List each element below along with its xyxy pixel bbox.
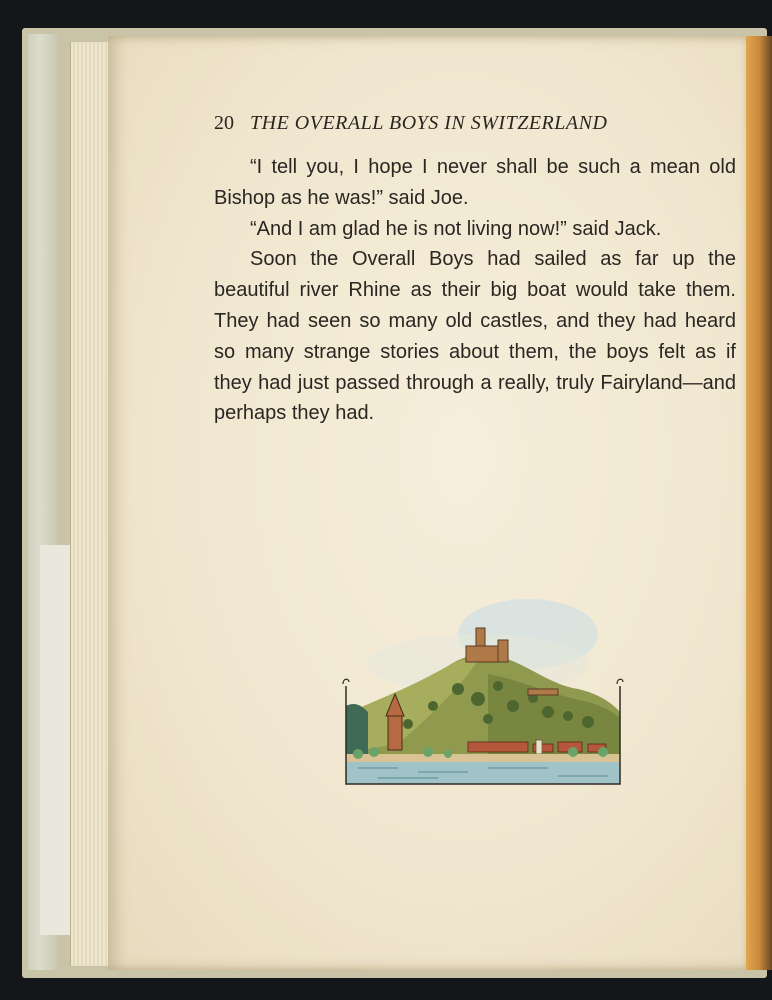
paragraph: Soon the Overall Boys had sailed as far up the beautiful river Rhine as their big boat would take them. They had seen so many old castles, and they had heard so many strange stories about them, the boys felt as if they had just passed through a really, truly Fairyland—and perhaps they had. — [214, 248, 736, 425]
cover-inner-strip — [40, 545, 70, 935]
body-text — [214, 152, 736, 429]
running-title: THE OVERALL BOYS IN SWITZERLAND — [250, 112, 608, 134]
paragraph: “And I am glad he is not living now!” said Jack. — [250, 217, 662, 240]
running-header — [214, 112, 734, 142]
paragraph: “I tell you, I hope I never shall be such a mean old Bishop as he was!” said Joe. — [214, 156, 736, 209]
page-number: 20 — [214, 112, 234, 134]
right-page-edge — [746, 36, 772, 970]
castle-on-hill-illustration — [338, 594, 628, 794]
